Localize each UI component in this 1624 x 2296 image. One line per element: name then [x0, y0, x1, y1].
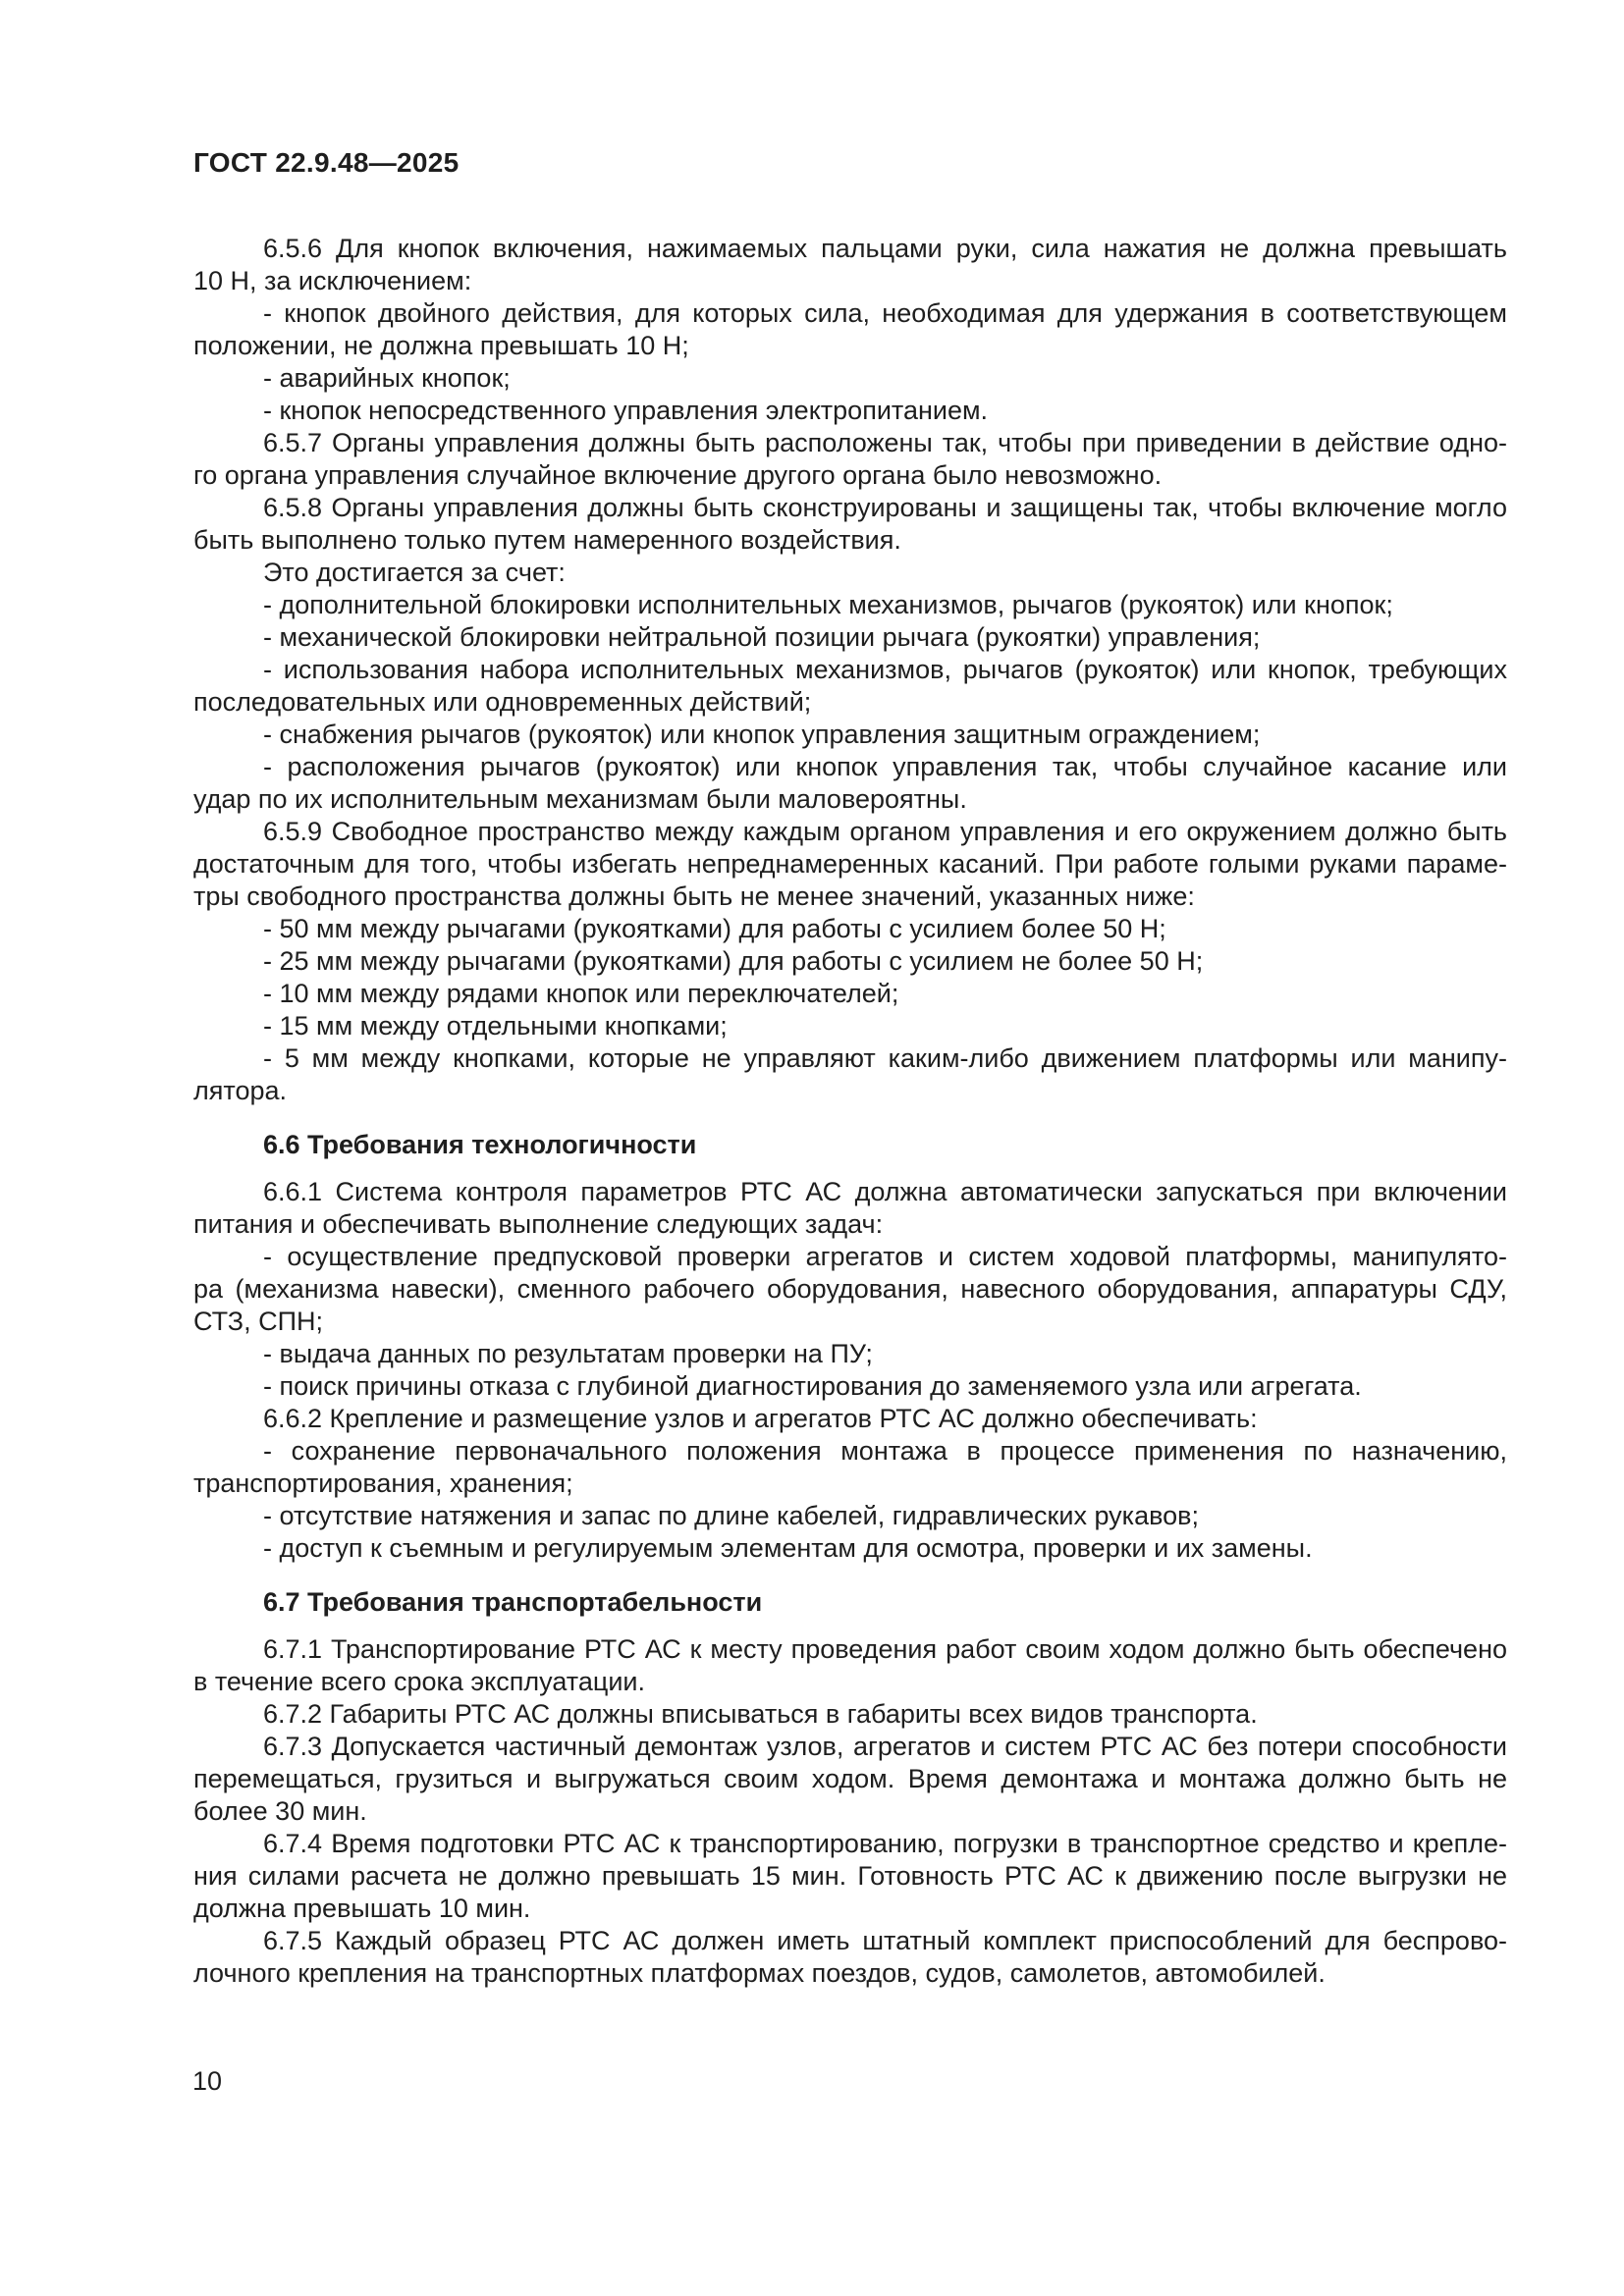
- paragraph-line: - 10 мм между рядами кнопок или переключателей;: [263, 979, 899, 1008]
- paragraph: [193, 362, 1507, 395]
- paragraph: [193, 1010, 1507, 1042]
- paragraph-line: - использования набора исполнительных механизмов, рычагов (рукояток) или кнопок, требующих: [263, 655, 1507, 684]
- paragraph-line: - выдача данных по результатам проверки на ПУ;: [263, 1339, 873, 1368]
- paragraph-line: 6.5.9 Свободное пространство между каждым органом управления и его окружением должно быть: [263, 817, 1507, 846]
- paragraph: [193, 816, 1507, 913]
- paragraph-line: 6.7.3 Допускается частичный демонтаж узлов, агрегатов и систем РТС АС без потери способности: [263, 1732, 1507, 1761]
- paragraph-line: 6.6.2 Крепление и размещение узлов и агрегатов РТС АС должно обеспечивать:: [263, 1404, 1258, 1433]
- paragraph: [193, 1698, 1507, 1731]
- paragraph-line: ния силами расчета не должно превышать 15 мин. Готовность РТС АС к движению после выгрузки не: [193, 1861, 1507, 1891]
- paragraph-line: - механической блокировки нейтральной позиции рычага (рукоятки) управления;: [263, 622, 1261, 652]
- paragraph-line: 6.7.4 Время подготовки РТС АС к транспортированию, погрузки в транспортное средство и крепле-: [263, 1829, 1507, 1858]
- paragraph: [193, 1435, 1507, 1500]
- paragraph-line: в течение всего срока эксплуатации.: [193, 1667, 646, 1696]
- section-heading: 6.6 Требования технологичности: [263, 1130, 697, 1159]
- paragraph-line: удар по их исполнительным механизмам были маловероятны.: [193, 784, 967, 814]
- page-number: 10: [192, 2066, 223, 2096]
- paragraph: [193, 1338, 1507, 1370]
- paragraph-line: 10 Н, за исключением:: [193, 266, 472, 295]
- paragraph-line: лятора.: [193, 1076, 287, 1105]
- paragraph-line: - 50 мм между рычагами (рукоятками) для работы с усилием более 50 Н;: [263, 914, 1166, 943]
- document-body: [193, 233, 1507, 1990]
- paragraph: [193, 1500, 1507, 1532]
- paragraph-line: го органа управления случайное включение другого органа было невозможно.: [193, 460, 1163, 490]
- paragraph-line: 6.5.7 Органы управления должны быть расположены так, чтобы при приведении в действие одно-: [263, 428, 1507, 457]
- paragraph-line: транспортирования, хранения;: [193, 1468, 573, 1498]
- paragraph-line: более 30 мин.: [193, 1796, 367, 1826]
- paragraph-line: - 15 мм между отдельными кнопками;: [263, 1011, 728, 1041]
- paragraph: [193, 557, 1507, 589]
- paragraph-line: тры свободного пространства должны быть не менее значений, указанных ниже:: [193, 881, 1195, 911]
- paragraph: [193, 1925, 1507, 1990]
- paragraph-line: - расположения рычагов (рукояток) или кнопок управления так, чтобы случайное касание или: [263, 752, 1507, 781]
- paragraph: [193, 945, 1507, 978]
- section-heading: 6.7 Требования транспортабельности: [263, 1587, 763, 1617]
- paragraph-line: 6.7.2 Габариты РТС АС должны вписываться в габариты всех видов транспорта.: [263, 1699, 1258, 1729]
- paragraph: [193, 913, 1507, 945]
- paragraph-line: быть выполнено только путем намеренного воздействия.: [193, 525, 901, 555]
- paragraph: [193, 621, 1507, 654]
- paragraph-line: достаточным для того, чтобы избегать непреднамеренных касаний. При работе голыми руками параме-: [193, 849, 1507, 879]
- paragraph: [193, 1731, 1507, 1828]
- paragraph-line: ра (механизма навески), сменного рабочего оборудования, навесного оборудования, аппаратуры СДУ,: [193, 1274, 1507, 1304]
- paragraph: [193, 1403, 1507, 1435]
- paragraph-line: - доступ к съемным и регулируемым элементам для осмотра, проверки и их замены.: [263, 1533, 1313, 1563]
- paragraph: [193, 589, 1507, 621]
- paragraph: [193, 751, 1507, 816]
- paragraph-line: должна превышать 10 мин.: [193, 1894, 531, 1923]
- paragraph-line: перемещаться, грузиться и выгружаться своим ходом. Время демонтажа и монтажа должно быть не: [193, 1764, 1507, 1793]
- paragraph-line: Это достигается за счет:: [263, 558, 566, 587]
- paragraph-line: - осуществление предпусковой проверки агрегатов и систем ходовой платформы, манипулято-: [263, 1242, 1507, 1271]
- paragraph: [193, 233, 1507, 297]
- paragraph-line: - поиск причины отказа с глубиной диагностирования до заменяемого узла или агрегата.: [263, 1371, 1362, 1401]
- paragraph: [193, 427, 1507, 492]
- paragraph-line: - 25 мм между рычагами (рукоятками) для работы с усилием не более 50 Н;: [263, 946, 1204, 976]
- paragraph-line: - кнопок непосредственного управления электропитанием.: [263, 396, 989, 425]
- paragraph-line: 6.5.8 Органы управления должны быть сконструированы и защищены так, чтобы включение могло: [263, 493, 1507, 522]
- paragraph: [193, 654, 1507, 719]
- paragraph-line: - дополнительной блокировки исполнительных механизмов, рычагов (рукояток) или кнопок;: [263, 590, 1393, 619]
- paragraph: [193, 719, 1507, 751]
- paragraph-line: - сохранение первоначального положения монтажа в процессе применения по назначению,: [263, 1436, 1507, 1466]
- paragraph-line: лочного крепления на транспортных платформах поездов, судов, самолетов, автомобилей.: [193, 1958, 1326, 1988]
- paragraph: [193, 1176, 1507, 1241]
- paragraph-line: - снабжения рычагов (рукояток) или кнопок управления защитным ограждением;: [263, 720, 1261, 749]
- paragraph: [193, 492, 1507, 557]
- paragraph: [193, 297, 1507, 362]
- paragraph-line: 6.7.1 Транспортирование РТС АС к месту проведения работ своим ходом должно быть обеспечено: [263, 1634, 1507, 1664]
- running-header: ГОСТ 22.9.48—2025: [193, 147, 460, 178]
- paragraph-line: последовательных или одновременных действий;: [193, 687, 812, 717]
- paragraph-line: положении, не должна превышать 10 Н;: [193, 331, 689, 360]
- paragraph: [193, 1633, 1507, 1698]
- paragraph: [193, 978, 1507, 1010]
- paragraph-line: СТЗ, СПН;: [193, 1307, 324, 1336]
- paragraph-line: питания и обеспечивать выполнение следующих задач:: [193, 1209, 884, 1239]
- paragraph-line: - кнопок двойного действия, для которых сила, необходимая для удержания в соответствующем: [263, 298, 1507, 328]
- paragraph-line: 6.7.5 Каждый образец РТС АС должен иметь штатный комплект приспособлений для беспрово-: [263, 1926, 1507, 1955]
- paragraph-line: - 5 мм между кнопками, которые не управляют каким-либо движением платформы или манипу-: [263, 1043, 1507, 1073]
- paragraph-line: 6.6.1 Система контроля параметров РТС АС должна автоматически запускаться при включении: [263, 1177, 1507, 1206]
- paragraph: [193, 1042, 1507, 1107]
- paragraph: [193, 395, 1507, 427]
- paragraph-line: - аварийных кнопок;: [263, 363, 511, 393]
- paragraph-line: - отсутствие натяжения и запас по длине кабелей, гидравлических рукавов;: [263, 1501, 1199, 1530]
- paragraph: [193, 1828, 1507, 1925]
- paragraph-line: 6.5.6 Для кнопок включения, нажимаемых пальцами руки, сила нажатия не должна превышать: [263, 234, 1507, 263]
- paragraph: [193, 1370, 1507, 1403]
- paragraph: [193, 1241, 1507, 1338]
- paragraph: [193, 1532, 1507, 1565]
